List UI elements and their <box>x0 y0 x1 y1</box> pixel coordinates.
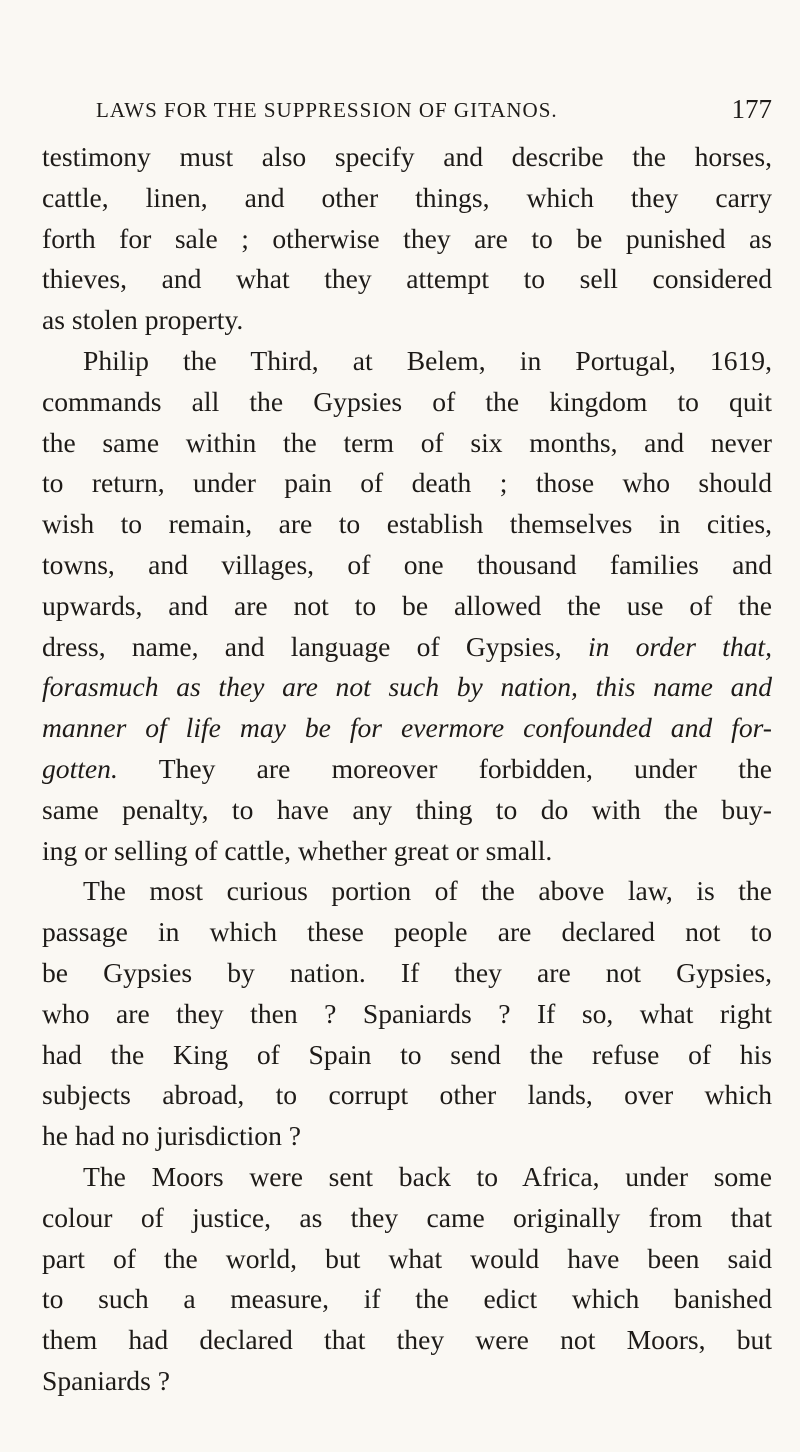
text-line: be Gypsies by nation. If they are not Gypsies, <box>42 956 772 988</box>
text-segment: They are moreover forbidden, under the <box>158 752 773 784</box>
text-line: The most curious portion of the above law, is the <box>83 875 772 907</box>
text-line: as stolen property. <box>42 304 244 336</box>
text-line: who are they then ? Spaniards ? If so, what right <box>42 997 772 1029</box>
text-line: to such a measure, if the edict which banished <box>42 1283 772 1315</box>
text-line: part of the world, but what would have been said <box>42 1242 772 1274</box>
running-title: LAWS FOR THE SUPPRESSION OF GITANOS. <box>96 98 558 122</box>
running-head <box>96 94 772 128</box>
text-line: same penalty, to have any thing to do with the buy- <box>42 793 772 825</box>
italic-segment: in order that, <box>587 630 772 662</box>
text-line: towns, and villages, of one thousand families and <box>42 548 772 580</box>
text-line-mixed <box>42 627 772 668</box>
text-line: The Moors were sent back to Africa, under some <box>83 1160 772 1192</box>
text-line: commands all the Gypsies of the kingdom to quit <box>42 385 772 417</box>
text-line: Spaniards ? <box>42 1364 170 1396</box>
text-line-mixed <box>42 749 772 790</box>
text-line: thieves, and what they attempt to sell considered <box>42 263 772 295</box>
text-line: had the King of Spain to send the refuse of his <box>42 1038 772 1070</box>
text-line: forth for sale ; otherwise they are to be punished as <box>42 222 772 254</box>
text-line: subjects abroad, to corrupt other lands, over which <box>42 1079 772 1111</box>
text-line: them had declared that they were not Moors, but <box>42 1324 772 1356</box>
text-segment: dress, name, and language of Gypsies, <box>42 630 562 662</box>
italic-segment: gotten. <box>42 752 118 784</box>
italic-line: forasmuch as they are not such by nation, this name and <box>42 671 772 703</box>
text-line: the same within the term of six months, and never <box>42 426 772 458</box>
text-line: cattle, linen, and other things, which they carry <box>42 181 772 213</box>
text-line: colour of justice, as they came originally from that <box>42 1201 772 1233</box>
text-line: to return, under pain of death ; those who should <box>42 467 772 499</box>
text-line: upwards, and are not to be allowed the use of the <box>42 589 772 621</box>
page-number: 177 <box>731 94 772 124</box>
text-line: wish to remain, are to establish themselves in cities, <box>42 508 772 540</box>
text-line: Philip the Third, at Belem, in Portugal, 1619, <box>83 344 772 376</box>
body-text <box>42 137 772 1402</box>
text-line: ing or selling of cattle, whether great or small. <box>42 834 553 866</box>
text-line: passage in which these people are declared not to <box>42 916 772 948</box>
text-line: he had no jurisdiction ? <box>42 1120 302 1152</box>
italic-line: manner of life may be for evermore confounded and for- <box>42 712 772 744</box>
text-line: testimony must also specify and describe the horses, <box>42 141 772 172</box>
